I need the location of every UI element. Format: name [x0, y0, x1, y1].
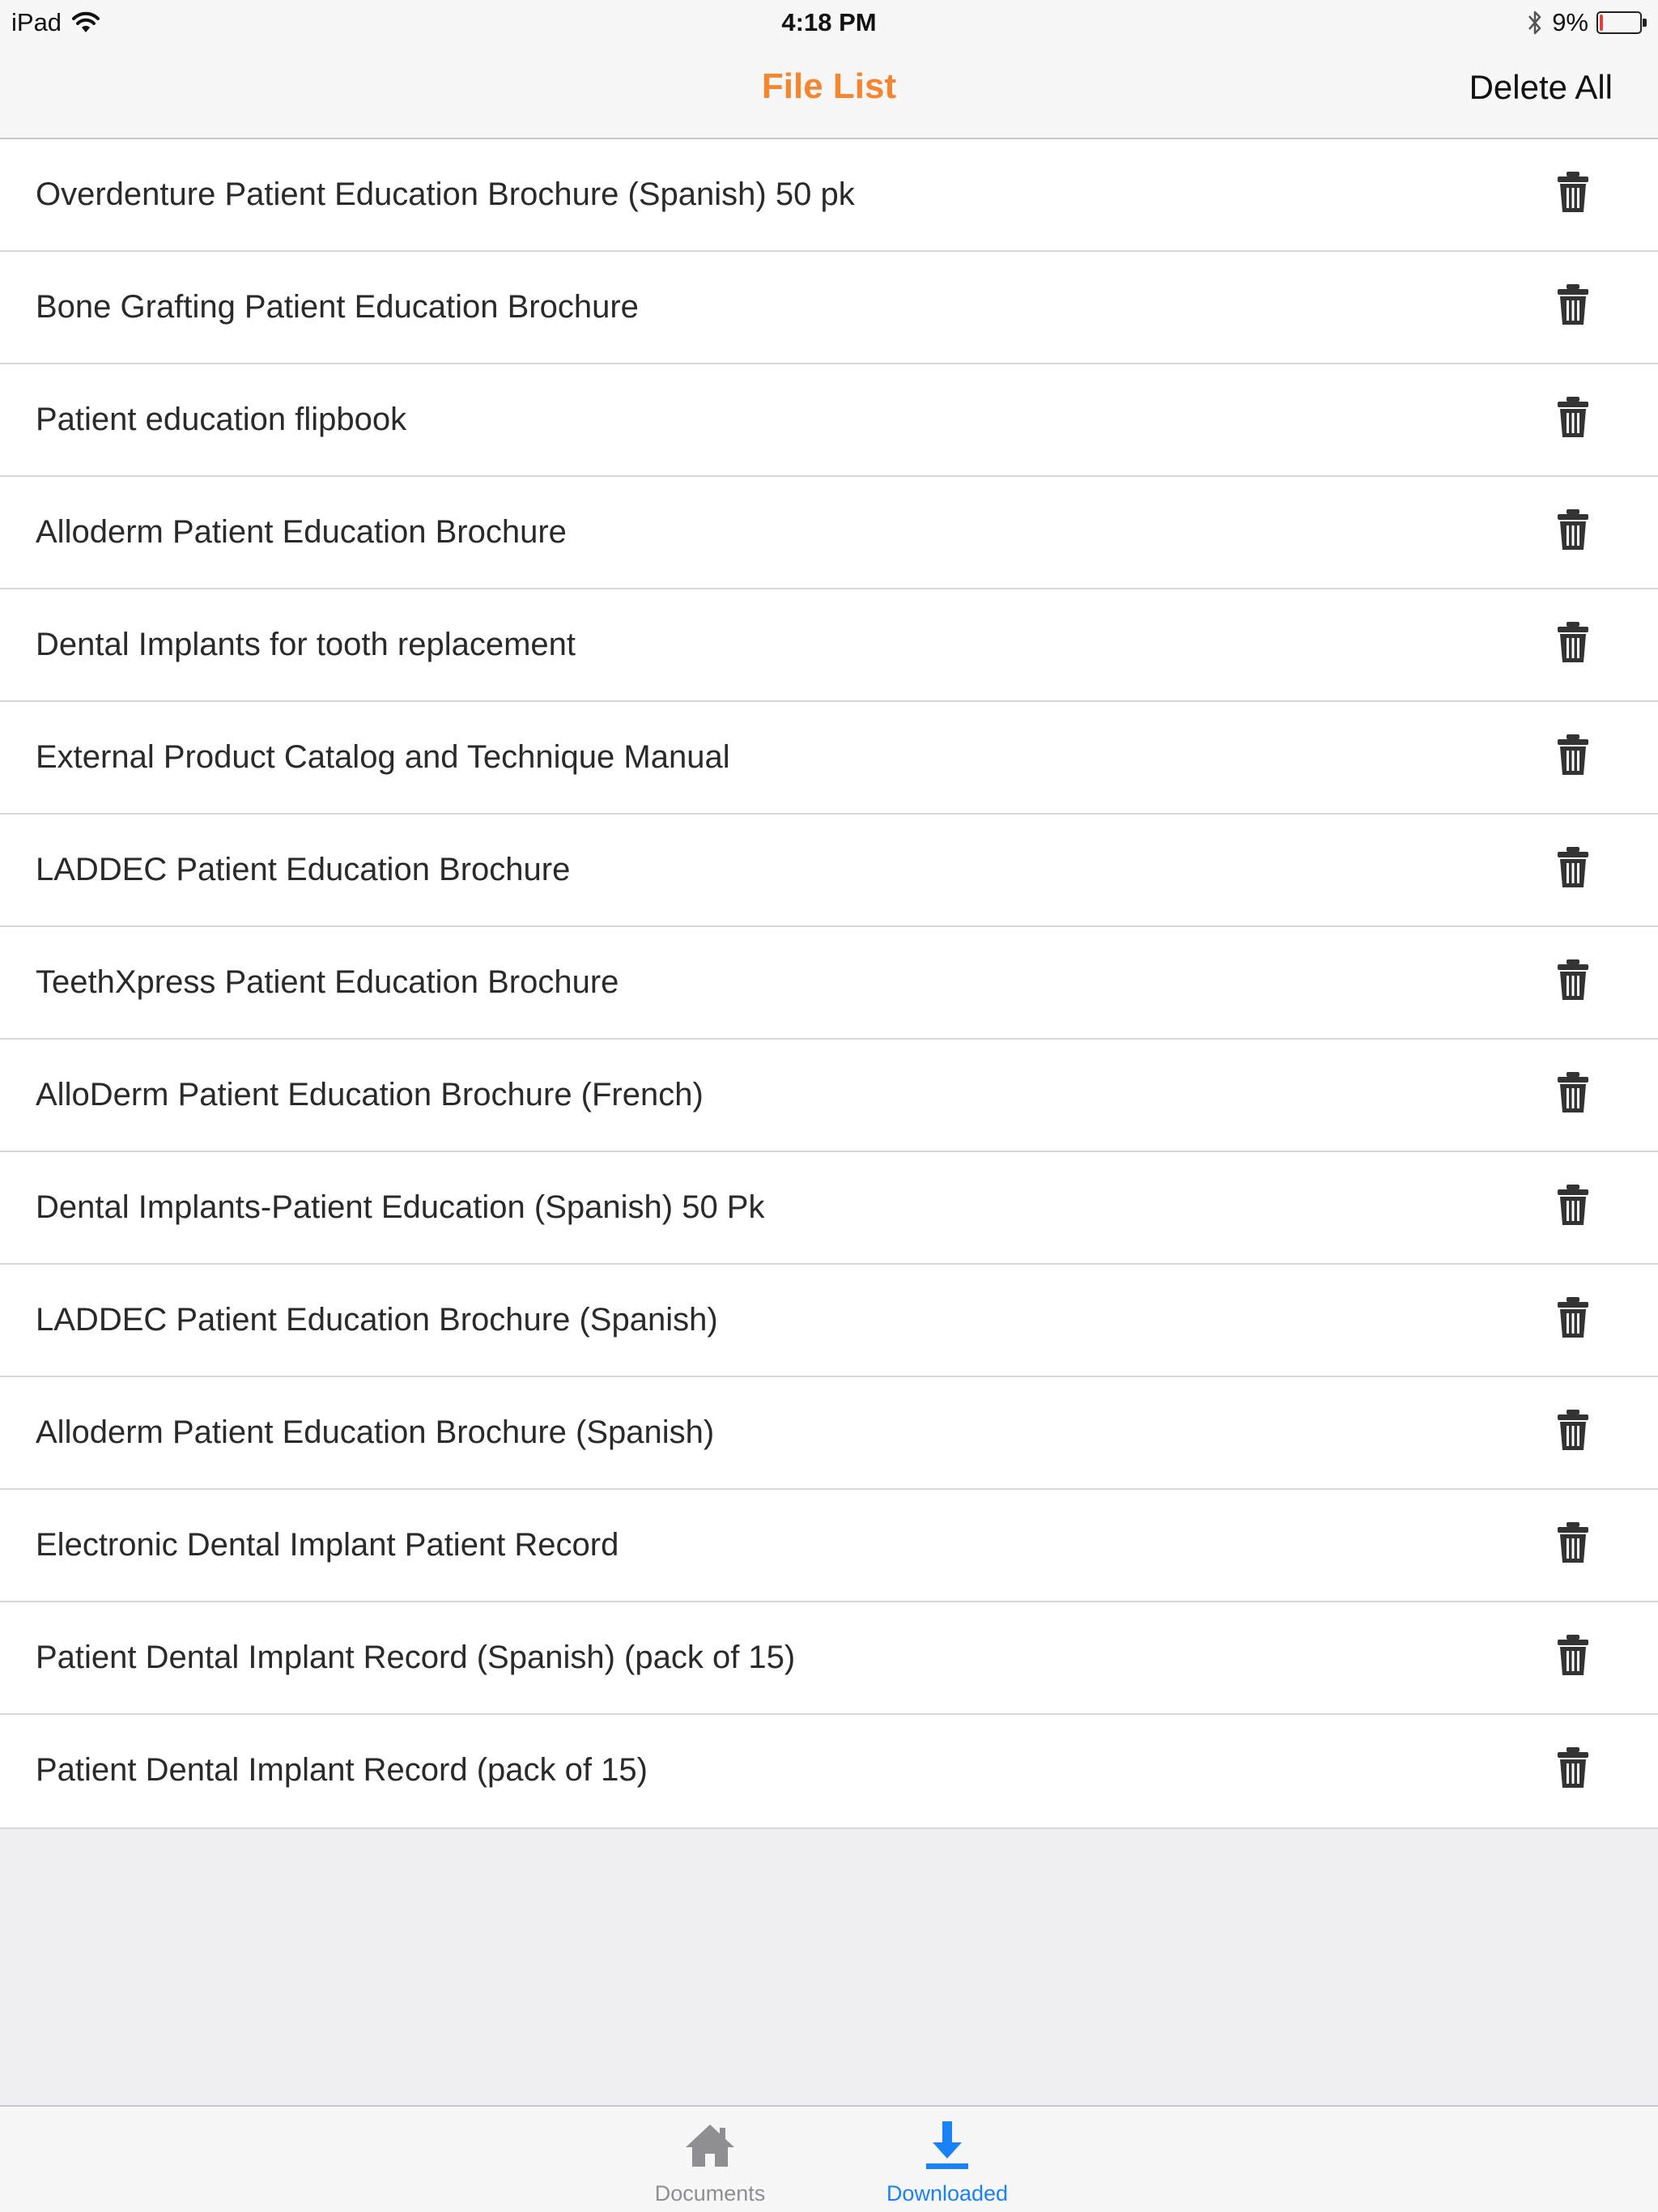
tab-documents-label: Documents: [654, 2181, 766, 2206]
status-right: [1526, 6, 1647, 39]
file-name: Electronic Dental Implant Patient Record: [36, 1527, 619, 1563]
battery-icon: [1596, 11, 1647, 34]
trash-icon[interactable]: [1554, 170, 1592, 214]
bluetooth-icon: [1526, 9, 1544, 36]
trash-icon[interactable]: [1554, 1521, 1592, 1564]
file-name: Dental Implants-Patient Education (Spanish) 50 Pk: [36, 1189, 765, 1225]
list-item[interactable]: [0, 139, 1658, 252]
trash-icon[interactable]: [1554, 958, 1592, 1002]
trash-icon[interactable]: [1554, 508, 1592, 551]
trash-icon[interactable]: [1554, 845, 1592, 889]
trash-icon[interactable]: [1554, 1633, 1592, 1677]
list-item[interactable]: [0, 1602, 1658, 1715]
file-name: Alloderm Patient Education Brochure (Spanish): [36, 1414, 715, 1450]
trash-icon[interactable]: [1554, 1295, 1592, 1339]
file-name: Alloderm Patient Education Brochure: [36, 514, 567, 550]
trash-icon[interactable]: [1554, 733, 1592, 776]
battery-percent: 9%: [1552, 8, 1588, 36]
list-item[interactable]: [0, 1152, 1658, 1265]
list-item[interactable]: [0, 1490, 1658, 1602]
tab-downloaded-label: Downloaded: [886, 2181, 1009, 2206]
file-name: Overdenture Patient Education Brochure (Spanish) 50 pk: [36, 177, 855, 212]
file-name: Patient education flipbook: [36, 402, 407, 437]
list-item[interactable]: [0, 477, 1658, 589]
tab-documents[interactable]: [621, 2107, 799, 2212]
file-name: LADDEC Patient Education Brochure: [36, 852, 571, 887]
list-item[interactable]: [0, 252, 1658, 364]
file-name: Bone Grafting Patient Education Brochure: [36, 289, 639, 325]
status-bar: [0, 0, 1658, 45]
trash-icon[interactable]: [1554, 1408, 1592, 1452]
file-name: AlloDerm Patient Education Brochure (French): [36, 1077, 704, 1112]
trash-icon[interactable]: [1554, 1070, 1592, 1114]
trash-icon[interactable]: [1554, 283, 1592, 326]
list-item[interactable]: [0, 815, 1658, 927]
file-name: LADDEC Patient Education Brochure (Spanish): [36, 1302, 718, 1338]
trash-icon[interactable]: [1554, 1746, 1592, 1789]
list-item[interactable]: [0, 1377, 1658, 1490]
list-item[interactable]: [0, 1715, 1658, 1827]
status-time: 4:18 PM: [781, 8, 877, 36]
file-name: TeethXpress Patient Education Brochure: [36, 964, 619, 1000]
list-item[interactable]: [0, 1040, 1658, 1152]
file-list: [0, 139, 1658, 1829]
file-name: Patient Dental Implant Record (pack of 15): [36, 1752, 648, 1788]
file-name: Dental Implants for tooth replacement: [36, 627, 576, 662]
list-item[interactable]: [0, 589, 1658, 702]
tab-downloaded[interactable]: [858, 2107, 1036, 2212]
page-title: File List: [761, 66, 897, 106]
list-item[interactable]: [0, 364, 1658, 477]
home-icon: [681, 2116, 739, 2175]
list-item[interactable]: [0, 702, 1658, 815]
navigation-bar: [0, 45, 1658, 139]
trash-icon[interactable]: [1554, 395, 1592, 439]
file-name: External Product Catalog and Technique Manual: [36, 739, 730, 775]
list-item[interactable]: [0, 927, 1658, 1040]
list-item[interactable]: [0, 1265, 1658, 1377]
trash-icon[interactable]: [1554, 1183, 1592, 1227]
tab-bar: [0, 2105, 1658, 2212]
delete-all-button[interactable]: Delete All: [1469, 68, 1613, 106]
file-name: Patient Dental Implant Record (Spanish) (pack of 15): [36, 1640, 796, 1675]
battery-level-fill: [1600, 15, 1603, 31]
device-name: iPad: [11, 8, 62, 36]
download-icon: [918, 2116, 976, 2175]
trash-icon[interactable]: [1554, 620, 1592, 664]
